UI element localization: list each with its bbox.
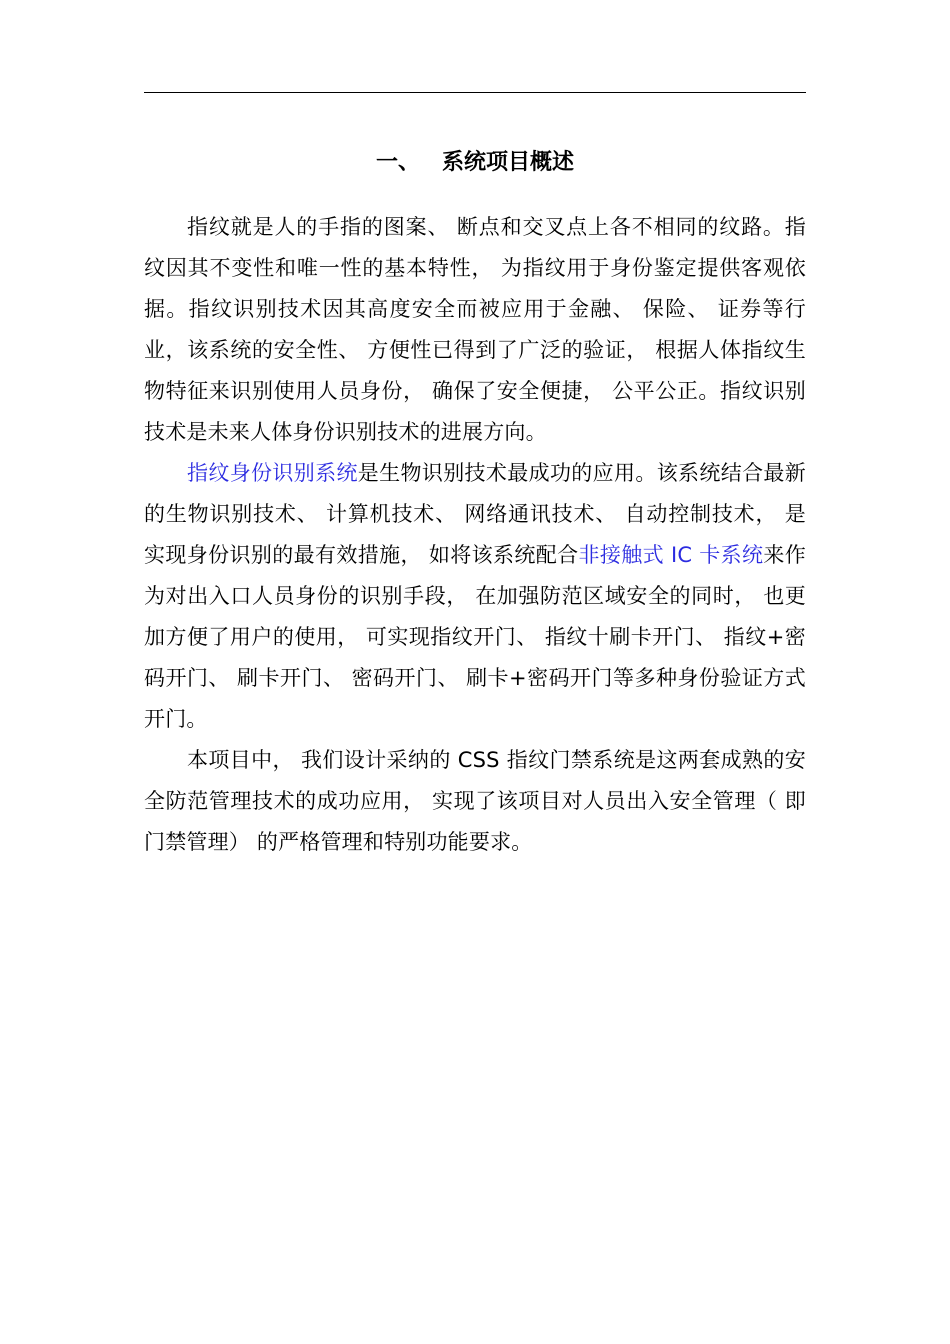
paragraph-3-text: 本项目中， 我们设计采纳的 CSS 指纹门禁系统是这两套成熟的安全防范管理技术的成功应用， 实现了该项目对人员出入安全管理（ 即门禁管理） 的严格管理和特别功能要求。: [144, 748, 806, 854]
ic-card-system-link[interactable]: 非接触式 IC 卡系统: [578, 543, 764, 567]
section-heading: [0, 146, 950, 180]
paragraph-2-text-1: 是生物识别技术最成功的应用。该系统结合最新的生物识别技术、 计算机技术、 网络通讯技术、 自动控制技术， 是实现身份识别的最有效措施， 如将该系统配合: [144, 461, 806, 567]
header-rule: [144, 92, 806, 93]
section-number: 一、: [375, 150, 420, 175]
section-title: 系统项目概述: [442, 150, 575, 175]
paragraph-2: [144, 453, 806, 740]
paragraph-1-text: 指纹就是人的手指的图案、 断点和交叉点上各不相同的纹路。指纹因其不变性和唯一性的基本特性， 为指纹用于身份鉴定提供客观依据。指纹识别技术因其高度安全而被应用于金融、 保险、 证券等行业，该系统的安全性、 方便性已得到了广泛的验证， 根据人体指纹生物特征来识别使用人员身份， 确保了安全便捷， 公平公正。指纹识别技术是未来人体身份识别技术的进展方向。: [144, 215, 806, 444]
document-body: [144, 207, 806, 863]
paragraph-1: [144, 207, 806, 453]
paragraph-2-text-2: 来作为对出入口人员身份的识别手段， 在加强防范区域安全的同时， 也更加方便了用户的使用， 可实现指纹开门、 指纹十刷卡开门、 指纹+密码开门、 刷卡开门、 密码开门、 刷卡+密码开门等多种身份验证方式开门。: [144, 543, 806, 731]
paragraph-3: [144, 740, 806, 863]
fingerprint-system-link[interactable]: 指纹身份识别系统: [187, 461, 358, 485]
